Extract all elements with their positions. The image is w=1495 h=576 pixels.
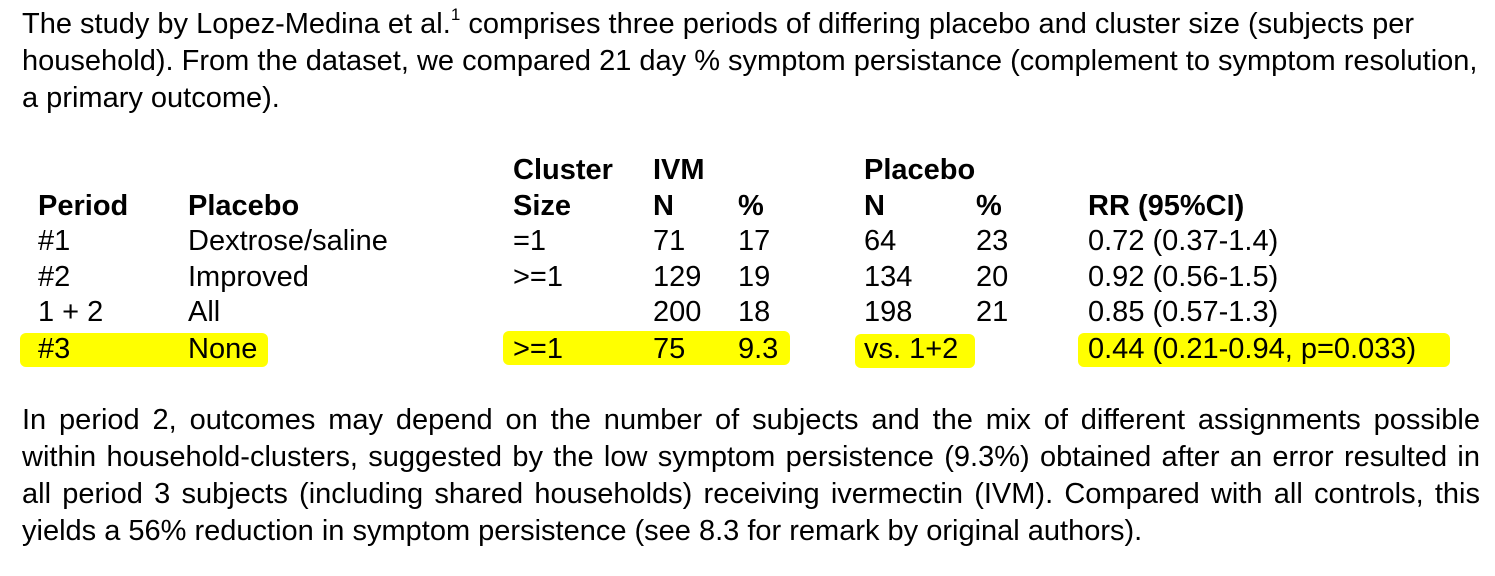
intro-paragraph bbox=[22, 6, 1480, 117]
row1-placebo-pct: 23 bbox=[976, 225, 1009, 257]
row4-period: #3 bbox=[38, 333, 71, 365]
header-period: Period bbox=[38, 190, 129, 222]
row4-ivm-n: 75 bbox=[653, 333, 686, 365]
row3-ivm-pct: 18 bbox=[738, 296, 771, 328]
row4-rr: 0.44 (0.21-0.94, p=0.033) bbox=[1088, 333, 1417, 365]
citation-superscript: 1 bbox=[450, 5, 461, 24]
row3-period: 1 + 2 bbox=[38, 296, 104, 328]
row1-period: #1 bbox=[38, 225, 71, 257]
row2-period: #2 bbox=[38, 261, 71, 293]
outro-paragraph: In period 2, outcomes may depend on the number of subjects and the mix of different assignments possible within household-clusters, suggested by the low symptom persistence (9.3%) obtained after an error resulted in all period 3 subjects (including shared households) receiving ivermectin (IVM). Compared with all controls, this yields a 56% reduction in symptom persistence (see 8.3 for remark by original authors). bbox=[22, 404, 1480, 547]
row2-placebo-n: 134 bbox=[864, 261, 913, 293]
row2-placebo-pct: 20 bbox=[976, 261, 1009, 293]
row3-placebo: All bbox=[188, 296, 221, 328]
row1-rr: 0.72 (0.37-1.4) bbox=[1088, 225, 1279, 257]
header-placebo-pct: % bbox=[976, 190, 1002, 222]
row2-ivm-pct: 19 bbox=[738, 261, 771, 293]
row2-placebo: Improved bbox=[188, 261, 309, 293]
row3-placebo-n: 198 bbox=[864, 296, 913, 328]
row4-placebo-n: vs. 1+2 bbox=[864, 333, 959, 365]
row4-size: >=1 bbox=[513, 333, 563, 365]
header-size: Size bbox=[513, 190, 572, 222]
row1-placebo-n: 64 bbox=[864, 225, 897, 257]
row2-rr: 0.92 (0.56-1.5) bbox=[1088, 261, 1279, 293]
header-placebo-n: N bbox=[864, 190, 885, 222]
header-cluster: Cluster bbox=[513, 154, 613, 186]
intro-text-lead: The study by Lopez-Medina et al. bbox=[22, 8, 451, 40]
header-ivm: IVM bbox=[653, 154, 705, 186]
header-ivm-pct: % bbox=[738, 190, 764, 222]
row1-placebo: Dextrose/saline bbox=[188, 225, 388, 257]
row2-size: >=1 bbox=[513, 261, 563, 293]
row4-ivm-pct: 9.3 bbox=[738, 333, 779, 365]
row1-ivm-n: 71 bbox=[653, 225, 686, 257]
row1-ivm-pct: 17 bbox=[738, 225, 771, 257]
row2-ivm-n: 129 bbox=[653, 261, 702, 293]
header-placebo: Placebo bbox=[188, 190, 300, 222]
row3-placebo-pct: 21 bbox=[976, 296, 1009, 328]
row1-size: =1 bbox=[513, 225, 547, 257]
row3-rr: 0.85 (0.57-1.3) bbox=[1088, 296, 1279, 328]
header-ivm-n: N bbox=[653, 190, 674, 222]
intro-text-rest: comprises three periods of differing placebo and cluster size (subjects per household). From the dataset, we compared 21 day % symptom persistance (complement to symptom resolution, a primary outcome). bbox=[22, 8, 1478, 114]
row3-ivm-n: 200 bbox=[653, 296, 702, 328]
row4-placebo: None bbox=[188, 333, 258, 365]
header-placebo-group: Placebo bbox=[864, 154, 976, 186]
header-rr: RR (95%CI) bbox=[1088, 190, 1245, 222]
